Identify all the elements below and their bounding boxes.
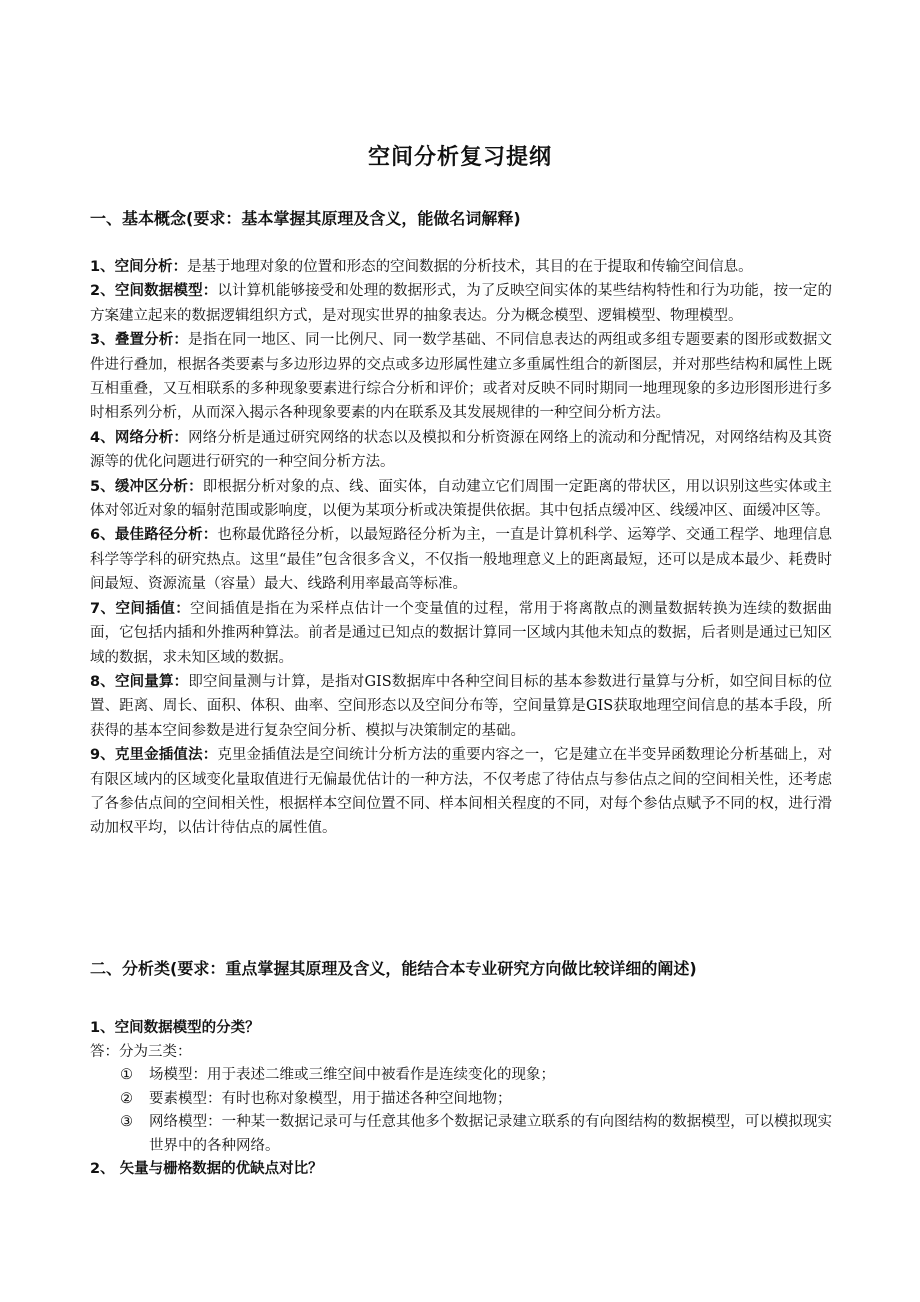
list-marker: ②: [120, 1090, 133, 1107]
definition-term: 最佳路径分析：: [114, 527, 218, 544]
definition-number: 7、: [90, 600, 116, 617]
definition-term: 网络分析：: [114, 429, 189, 446]
answer-intro: 答：分为三类：: [90, 1043, 192, 1060]
page-title: 空间分析复习提纲: [367, 145, 552, 170]
list-item-text: 要素模型：有时也称对象模型，用于描述各种空间地物；: [149, 1090, 512, 1107]
definition-number: 2、: [90, 283, 115, 300]
definition-term: 空间数据模型：: [114, 283, 218, 300]
definition-term: 空间插值：: [115, 600, 191, 617]
list-item: [90, 1111, 832, 1158]
definition-number: 1、: [90, 259, 115, 275]
definition-number: 9、: [90, 747, 115, 764]
list-item-text: 网络模型：一种某一数据记录可与任意其他多个数据记录建立联系的有向图结构的数据模型，可以模拟现实世界中的各种网络。: [149, 1114, 832, 1154]
definition-number: 6、: [90, 527, 115, 544]
list-item-text: 场模型：用于表述二维或三维空间中被看作是连续变化的现象；: [149, 1067, 555, 1083]
definition-number: 8、: [90, 673, 115, 690]
definition-text: 克里金插值法是空间统计分析方法的重要内容之一，它是建立在半变异函数理论分析基础上，对有限区域内的区域变化量取值进行无偏最优估计的一种方法，不仅考虑了待估点与参估点之间的空间相关性，还考虑了各参估点间的空间相关性，根据样本空间位置不同、样本间相关程度的不同，对每个参估点赋予不同的权，进行滑动加权平均，以估计待估点的属性值。: [90, 747, 833, 837]
definition-term: 空间量算：: [114, 673, 189, 690]
definition-text: 是基于地理对象的位置和形态的空间数据的分析技术，其目的在于提取和传输空间信息。: [187, 259, 753, 275]
question-title: 1、空间数据模型的分类？: [90, 1020, 260, 1036]
definition-text: 以计算机能够接受和处理的数据形式，为了反映空间实体的某些结构特性和行为功能，按一定的方案建立起来的数据逻辑组织方式，是对现实世界的抽象表达。分为概念模型、逻辑模型、物理模型。: [90, 283, 833, 324]
definition-text: 即空间量测与计算，是指对GIS数据库中各种空间目标的基本参数进行量算与分析，如空间目标的位置、距离、周长、面积、体积、曲率、空间形态以及空间分布等，空间量算是GIS获取地理空间信息的基本手段，所获得的基本空间参数是进行复杂空间分析、模拟与决策制定的基础。: [90, 673, 833, 739]
list-marker: ③: [120, 1114, 133, 1130]
question-title: 2、 矢量与栅格数据的优缺点对比？: [90, 1161, 323, 1177]
definitions-block: [90, 255, 832, 841]
definition-term: 叠置分析：: [114, 332, 189, 349]
definition-number: 3、: [90, 332, 115, 349]
definition-text: 空间插值是指在为采样点估计一个变量值的过程，常用于将离散点的测量数据转换为连续的数据曲面，它包括内插和外推两种算法。前者是通过已知点的数据计算同一区域内其他未知点的数据，后者则是通过已知区域的数据，求未知区域的数据。: [90, 600, 833, 666]
definition-term: 克里金插值法：: [114, 747, 218, 764]
definition-item: [90, 426, 832, 475]
section-heading-1: 一、基本概念(要求：基本掌握其原理及含义，能做名词解释): [90, 209, 521, 228]
definition-item: [90, 743, 832, 841]
definition-term: 缓冲区分析：: [114, 478, 203, 495]
question-1: [90, 1017, 832, 1064]
definition-item: [90, 475, 832, 524]
list-marker: ①: [120, 1067, 133, 1083]
definition-text: 即根据分析对象的点、线、面实体，自动建立它们周围一定距离的带状区，用以识别这些实体或主体对邻近对象的辐射范围或影响度，以便为某项分析或决策提供依据。其中包括点缓冲区、线缓冲区、面缓冲区等。: [90, 478, 833, 520]
definition-text: 网络分析是通过研究网络的状态以及模拟和分析资源在网络上的流动和分配情况，对网络结构及其资源等的优化问题进行研究的一种空间分析方法。: [90, 429, 833, 471]
definition-item: [90, 670, 832, 743]
section-heading-2: 二、分析类(要求：重点掌握其原理及含义，能结合本专业研究方向做比较详细的阐述): [90, 959, 697, 978]
definition-item: [90, 328, 832, 426]
list-item: [90, 1064, 832, 1088]
definition-text: 也称最优路径分析，以最短路径分析为主，一直是计算机科学、运筹学、交通工程学、地理信息科学等学科的研究热点。这里“最佳”包含很多含义，不仅指一般地理意义上的距离最短，还可以是成本最少、耗费时间最短、资源流量（容量）最大、线路利用率最高等标准。: [90, 527, 833, 593]
list-item: [90, 1088, 832, 1112]
definition-number: 4、: [90, 429, 115, 446]
definition-number: 5、: [90, 478, 115, 495]
definition-item: [90, 597, 832, 670]
definition-item: [90, 279, 832, 328]
definition-item: [90, 523, 832, 596]
definition-item: [90, 255, 832, 279]
definition-term: 空间分析：: [114, 259, 188, 275]
definition-text: 是指在同一地区、同一比例尺、同一数学基础、不同信息表达的两组或多组专题要素的图形或数据文件进行叠加，根据各类要素与多边形边界的交点或多边形属性建立多重属性组合的新图层，并对那些结构和属性上既互相重叠，又互相联系的多种现象要素进行综合分析和评价；或者对反映不同时期同一地理现象的多边形图形进行多时相系列分析，从而深入揭示各种现象要素的内在联系及其发展规律的一种空间分析方法。: [90, 332, 833, 422]
answer-list: [90, 1064, 832, 1182]
